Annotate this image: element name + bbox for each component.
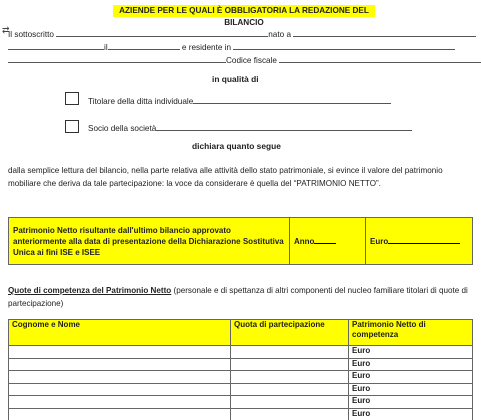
euro-cell[interactable]: Euro xyxy=(349,383,473,396)
quota-cell[interactable] xyxy=(231,408,349,420)
quote-note: (personale e di spettanza di altri componenti del nucleo familiare titolari di quote di partecipazione) xyxy=(8,286,468,308)
codice-fiscale-field[interactable] xyxy=(279,54,481,63)
euro-cell[interactable]: Euro xyxy=(349,358,473,371)
euro-cell[interactable]: Euro xyxy=(349,396,473,409)
euro-cell[interactable]: Euro xyxy=(349,408,473,420)
header-cognome-nome: Cognome e Nome xyxy=(9,320,231,346)
table-row xyxy=(9,396,473,409)
table-row xyxy=(9,408,473,420)
table-row xyxy=(9,358,473,371)
socio-label: Socio della società xyxy=(88,124,157,133)
table-row xyxy=(9,371,473,384)
residente-label: e residente in xyxy=(181,43,232,52)
euro-field[interactable] xyxy=(388,235,460,244)
quota-cell[interactable] xyxy=(231,396,349,409)
euro-label: Euro xyxy=(370,237,389,246)
dichiara-heading: dichiara quanto segue xyxy=(192,141,281,151)
socio-field[interactable] xyxy=(156,122,412,131)
il-label: il xyxy=(104,43,108,52)
nato-field[interactable] xyxy=(293,28,476,37)
nome-cell[interactable] xyxy=(9,396,231,409)
sottoscritto-row xyxy=(8,28,476,40)
move-cursor-icon: ⇄ xyxy=(2,25,10,35)
titolare-label: Titolare della ditta individuale xyxy=(88,97,194,106)
titolare-row xyxy=(88,95,391,107)
luogo-field[interactable] xyxy=(8,41,104,50)
euro-cell[interactable] xyxy=(366,218,473,265)
sottoscritto-field[interactable] xyxy=(56,28,268,37)
anno-cell[interactable] xyxy=(290,218,366,265)
in-qualita-di-heading: in qualità di xyxy=(212,74,259,84)
table-row xyxy=(9,383,473,396)
il-row xyxy=(8,41,455,53)
table-row xyxy=(9,346,473,359)
document-title: AZIENDE PER LE QUALI È OBBLIGATORIA LA REDAZIONE DEL BILANCIO xyxy=(113,5,375,17)
intro-paragraph: dalla semplice lettura del bilancio, nella parte relativa alle attività dello stato patrimoniale, si evince il valore del patrimonio mobiliare che deriva da tale partecipazione: la voce da considerare è quella del “PATRIMONIO NETTO”. xyxy=(8,166,443,188)
quote-heading: Quote di competenza del Patrimonio Netto xyxy=(8,286,172,295)
anno-label: Anno xyxy=(294,237,315,246)
quote-section xyxy=(8,285,476,310)
quota-cell[interactable] xyxy=(231,346,349,359)
patrimonio-netto-table xyxy=(8,217,473,265)
quote-table xyxy=(8,319,473,420)
nome-cell[interactable] xyxy=(9,383,231,396)
euro-cell[interactable]: Euro xyxy=(349,371,473,384)
titolare-checkbox[interactable] xyxy=(65,92,79,105)
indirizzo-field[interactable] xyxy=(8,54,226,63)
patrimonio-description: Patrimonio Netto risultante dall'ultimo bilancio approvato anteriormente alla data di presentazione della Dichiarazione Sostitutiva Unica ai fini ISE e ISEE xyxy=(9,218,290,265)
socio-checkbox[interactable] xyxy=(65,120,79,133)
nome-cell[interactable] xyxy=(9,371,231,384)
anno-field[interactable] xyxy=(314,235,336,244)
codice-fiscale-label: Codice fiscale xyxy=(226,56,277,65)
codice-fiscale-row xyxy=(8,54,481,66)
socio-row xyxy=(88,122,412,134)
quota-cell[interactable] xyxy=(231,371,349,384)
euro-cell[interactable]: Euro xyxy=(349,346,473,359)
titolare-field[interactable] xyxy=(193,95,391,104)
header-patrimonio: Patrimonio Netto di competenza xyxy=(349,320,473,346)
data-nascita-field[interactable] xyxy=(108,41,180,50)
quota-cell[interactable] xyxy=(231,383,349,396)
header-quota: Quota di partecipazione xyxy=(231,320,349,346)
nome-cell[interactable] xyxy=(9,346,231,359)
residenza-field[interactable] xyxy=(233,41,455,50)
nome-cell[interactable] xyxy=(9,408,231,420)
nato-label: nato a xyxy=(268,30,292,39)
quota-cell[interactable] xyxy=(231,358,349,371)
nome-cell[interactable] xyxy=(9,358,231,371)
sottoscritto-label: Il sottoscritto xyxy=(8,30,54,39)
